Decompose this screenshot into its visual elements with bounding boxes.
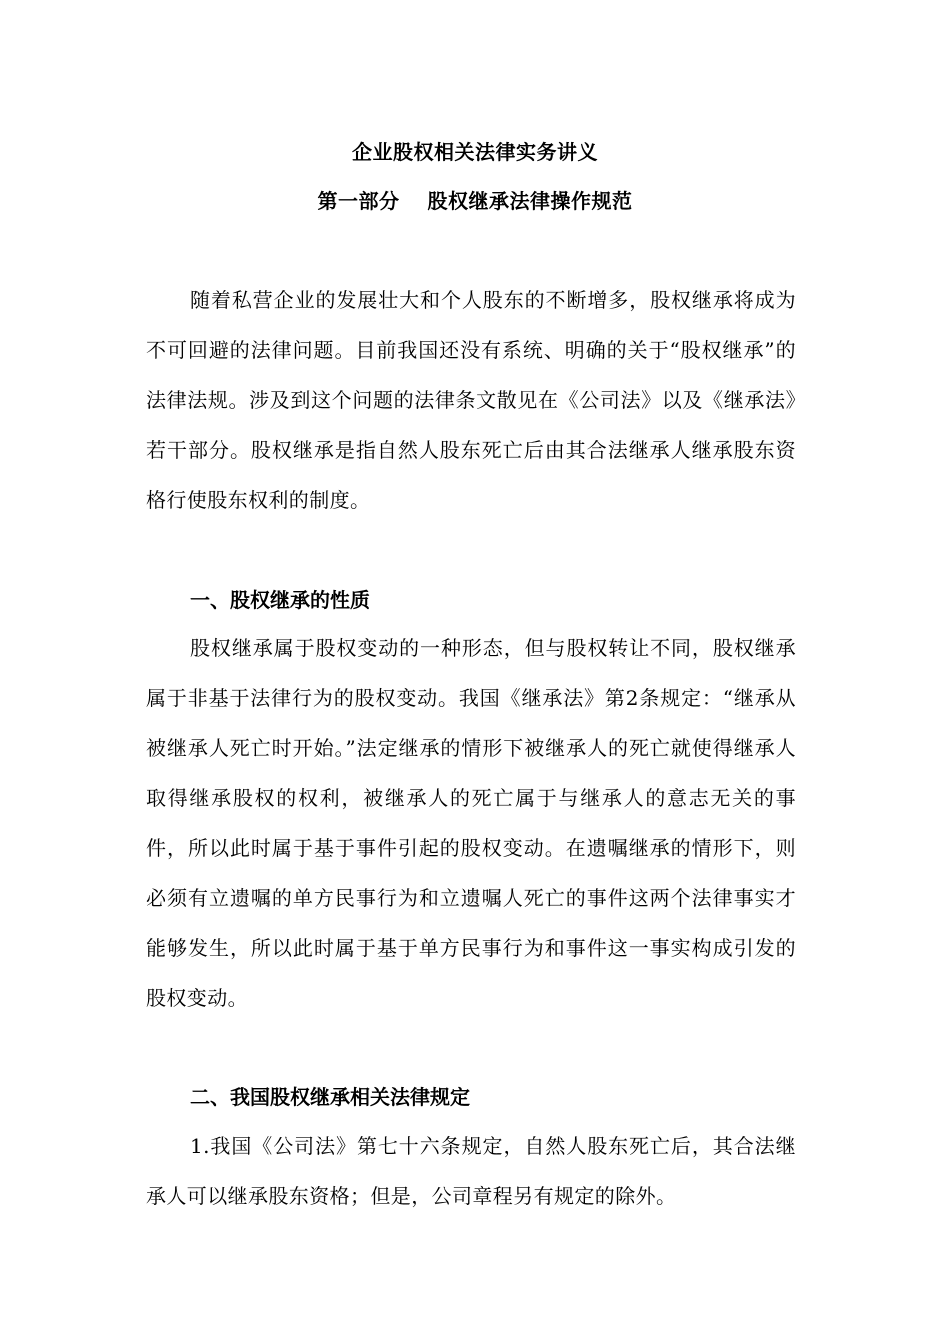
document-title: 企业股权相关法律实务讲义 bbox=[352, 140, 598, 164]
section-heading-nature: 一、股权继承的性质 bbox=[190, 588, 370, 612]
subtitle-name: 股权继承法律操作规范 bbox=[427, 189, 633, 213]
section-heading-regulations: 二、我国股权继承相关法律规定 bbox=[190, 1085, 470, 1109]
intro-paragraph: 随着私营企业的发展壮大和个人股东的不断增多，股权继承将成为不可回避的法律问题。目前我国还没有系统、明确的关于“股权继承”的法律法规。涉及到这个问题的法律条文散见在《公司法》以及《继承法》若干部分。股权继承是指自然人股东死亡后由其合法继承人继承股东资格行使股东权利的制度。 bbox=[146, 288, 796, 512]
document-subtitle bbox=[0, 187, 950, 215]
section-body-nature: 股权继承属于股权变动的一种形态，但与股权转让不同，股权继承属于非基于法律行为的股权变动。我国《继承法》第2条规定：“继承从被继承人死亡时开始。”法定继承的情形下被继承人的死亡就使得继承人取得继承股权的权利，被继承人的死亡属于与继承人的意志无关的事件，所以此时属于基于事件引起的股权变动。在遗嘱继承的情形下，则必须有立遗嘱的单方民事行为和立遗嘱人死亡的事件这两个法律事实才能够发生，所以此时属于基于单方民事行为和事件这一事实构成引发的股权变动。 bbox=[146, 636, 796, 1010]
subtitle-part: 第一部分 bbox=[317, 189, 400, 213]
section-body-regulations: 1.我国《公司法》第七十六条规定，自然人股东死亡后，其合法继承人可以继承股东资格；但是，公司章程另有规定的除外。 bbox=[146, 1134, 796, 1208]
